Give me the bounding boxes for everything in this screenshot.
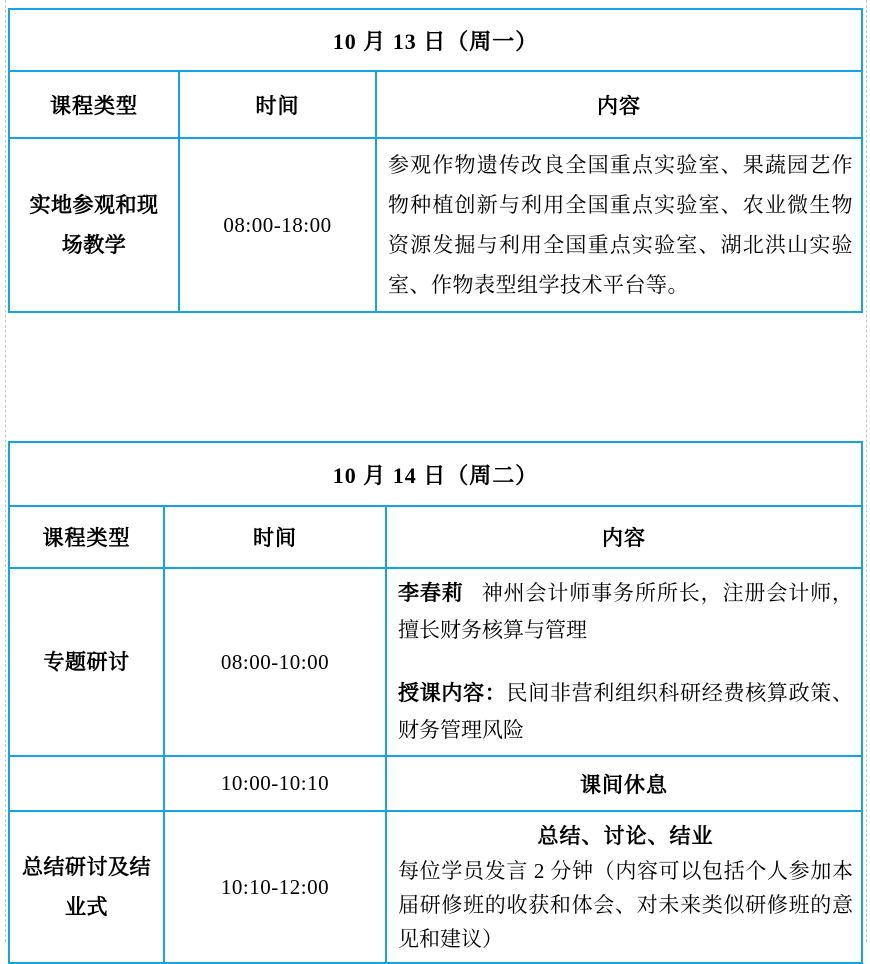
cell-time: 08:00-10:00 [164,568,386,756]
closing-body: 每位学员发言 2 分钟（内容可以包括个人参加本届研修班的收获和体会、对未来类似研修班的意见和建议） [398,859,853,951]
table-row [9,756,862,811]
speaker-name: 李春莉 [398,581,464,605]
closing-heading: 总结、讨论、结业 [537,824,714,848]
table-row [9,138,862,312]
table-row [9,71,862,138]
cell-content [386,568,862,756]
lecture-content-text: 民间非营利组织科研经费核算政策、财务管理风险 [398,681,853,742]
schedule-table-day1 [8,8,863,313]
cell-time: 10:00-10:10 [164,756,386,811]
header-course-type: 课程类型 [9,71,179,138]
cell-course-type-empty [9,756,164,811]
cell-course-type: 专题研讨 [9,568,164,756]
table-row [9,506,862,568]
cell-time: 08:00-18:00 [179,138,376,312]
lecture-paragraph [398,675,853,749]
header-course-type: 课程类型 [9,506,164,568]
header-time: 时间 [164,506,386,568]
table-row [9,568,862,756]
text-boundary-right [866,0,867,942]
table-row [9,9,862,71]
header-content: 内容 [386,506,862,568]
cell-content: 参观作物遗传改良全国重点实验室、果蔬园艺作物种植创新与利用全国重点实验室、农业微生物资源发掘与利用全国重点实验室、湖北洪山实验室、作物表型组学技术平台等。 [376,138,862,312]
table-row [9,811,862,963]
day2-title: 10 月 14 日（周二） [9,442,862,506]
cell-break-label: 课间休息 [386,756,862,811]
lecture-content-label: 授课内容： [398,681,507,705]
speaker-paragraph [398,575,853,649]
day1-title: 10 月 13 日（周一） [9,9,862,71]
speaker-description: 神州会计师事务所所长，注册会计师，擅长财务核算与管理 [398,581,854,642]
cell-course-type: 实地参观和现场教学 [9,138,179,312]
cell-course-type: 总结研讨及结业式 [9,811,164,963]
header-time: 时间 [179,71,376,138]
header-content: 内容 [376,71,862,138]
cell-content [386,811,862,963]
schedule-table-day2 [8,441,863,964]
text-boundary-left [5,0,6,942]
cell-time: 10:10-12:00 [164,811,386,963]
table-row [9,442,862,506]
